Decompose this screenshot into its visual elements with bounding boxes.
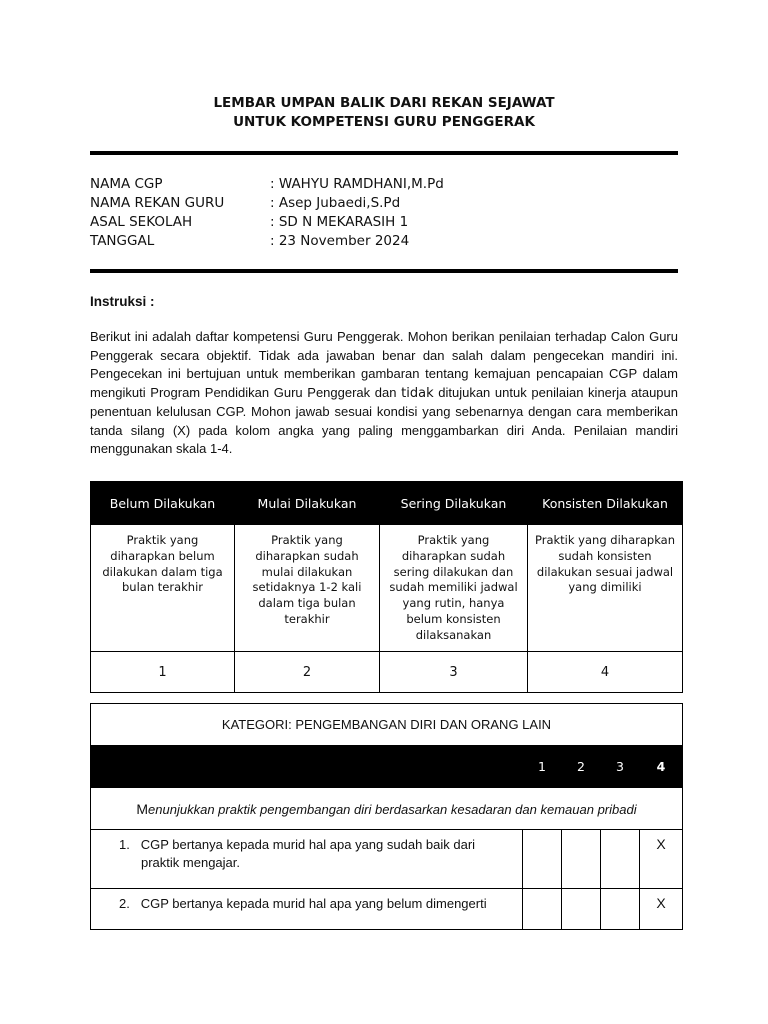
scale-table bbox=[90, 481, 683, 693]
scale-header: Sering Dilakukan bbox=[380, 482, 528, 525]
info-value-rekan: : Asep Jubaedi,S.Pd bbox=[270, 195, 401, 211]
document-subtitle: UNTUK KOMPETENSI GURU PENGGERAK bbox=[233, 114, 535, 130]
score-cell-2[interactable] bbox=[562, 830, 601, 889]
instructions-text-1: Berikut ini adalah daftar kompetensi Guru Penggerak. Mohon berikan penilaian terhadap Calon Guru Penggerak secara objektif. Tidak ada jawaban benar dan salah dalam pengecekan mandiri ini. Pengecekan ini bertujuan untuk memberikan gambaran tentang kemajuan pencapaian CGP dalam mengikuti Program Pendidikan Guru Penggerak dan bbox=[90, 329, 678, 400]
scale-description: Praktik yang diharapkan sudah sering dilakukan dan sudah memiliki jadwal yang rutin, hanya belum konsisten dilaksanakan bbox=[380, 525, 528, 652]
item-text bbox=[91, 889, 523, 930]
scale-number: 3 bbox=[380, 652, 528, 693]
scale-description: Praktik yang diharapkan belum dilakukan dalam tiga bulan terakhir bbox=[91, 525, 235, 652]
document-title: LEMBAR UMPAN BALIK DARI REKAN SEJAWAT bbox=[213, 95, 555, 111]
instructions-paragraph bbox=[90, 328, 678, 459]
instructions-emphasis: tidak bbox=[401, 385, 434, 401]
bottom-divider bbox=[90, 269, 678, 273]
category-subheading-row bbox=[91, 788, 683, 830]
scale-number-row bbox=[91, 652, 683, 693]
instructions-heading: Instruksi : bbox=[90, 294, 155, 309]
info-label-tanggal: TANGGAL bbox=[90, 233, 155, 249]
instructions-text-2: ditujukan untuk penilaian kinerja ataupun penentuan kelulusan CGP. Mohon jawab sesuai kondisi yang sebenarnya dengan cara memberikan tanda silang (X) pada kolom angka yang paling menggambarkan diri Anda. Penilaian mandiri menggunakan skala 1-4. bbox=[90, 384, 678, 456]
scale-header: Belum Dilakukan bbox=[91, 482, 235, 525]
score-column-header: 3 bbox=[601, 746, 640, 788]
score-column-header: 4 bbox=[640, 746, 683, 788]
score-cell-1[interactable] bbox=[523, 830, 562, 889]
item-description: CGP bertanya kepada murid hal apa yang sudah baik dari praktik mengajar. bbox=[140, 837, 476, 870]
info-label-rekan: NAMA REKAN GURU bbox=[90, 195, 225, 211]
scale-header: Konsisten Dilakukan bbox=[528, 482, 683, 525]
item-number: 2. bbox=[119, 896, 130, 911]
scale-number: 2 bbox=[235, 652, 380, 693]
table-row bbox=[91, 830, 683, 889]
item-text bbox=[91, 830, 523, 889]
category-header-blank bbox=[91, 746, 523, 788]
category-score-header-row bbox=[91, 746, 683, 788]
info-label-sekolah: ASAL SEKOLAH bbox=[90, 214, 193, 230]
scale-description: Praktik yang diharapkan sudah mulai dilakukan setidaknya 1-2 kali dalam tiga bulan terakhir bbox=[235, 525, 380, 652]
score-column-header: 2 bbox=[562, 746, 601, 788]
score-column-header: 1 bbox=[523, 746, 562, 788]
category-table bbox=[90, 703, 683, 930]
table-row bbox=[91, 889, 683, 930]
scale-number: 1 bbox=[91, 652, 235, 693]
subheading-initial: M bbox=[136, 800, 149, 817]
category-title: KATEGORI: PENGEMBANGAN DIRI DAN ORANG LAIN bbox=[91, 704, 683, 746]
scale-description-row bbox=[91, 525, 683, 652]
score-cell-3[interactable] bbox=[601, 889, 640, 930]
score-cell-3[interactable] bbox=[601, 830, 640, 889]
item-number: 1. bbox=[119, 837, 130, 852]
info-label-cgp: NAMA CGP bbox=[90, 176, 163, 192]
info-value-cgp: : WAHYU RAMDHANI,M.Pd bbox=[270, 176, 444, 192]
scale-number: 4 bbox=[528, 652, 683, 693]
scale-header: Mulai Dilakukan bbox=[235, 482, 380, 525]
score-cell-1[interactable] bbox=[523, 889, 562, 930]
info-value-sekolah: : SD N MEKARASIH 1 bbox=[270, 214, 409, 230]
scale-header-row bbox=[91, 482, 683, 525]
info-value-tanggal: : 23 November 2024 bbox=[270, 233, 410, 249]
category-title-row bbox=[91, 704, 683, 746]
score-cell-2[interactable] bbox=[562, 889, 601, 930]
top-divider bbox=[90, 151, 678, 155]
category-subheading bbox=[91, 788, 683, 830]
subheading-rest: enunjukkan praktik pengembangan diri berdasarkan kesadaran dan kemauan pribadi bbox=[148, 801, 637, 817]
score-cell-4[interactable]: X bbox=[640, 889, 683, 930]
scale-description: Praktik yang diharapkan sudah konsisten dilakukan sesuai jadwal yang dimiliki bbox=[528, 525, 683, 652]
item-description: CGP bertanya kepada murid hal apa yang belum dimengerti bbox=[140, 896, 487, 911]
score-cell-4[interactable]: X bbox=[640, 830, 683, 889]
